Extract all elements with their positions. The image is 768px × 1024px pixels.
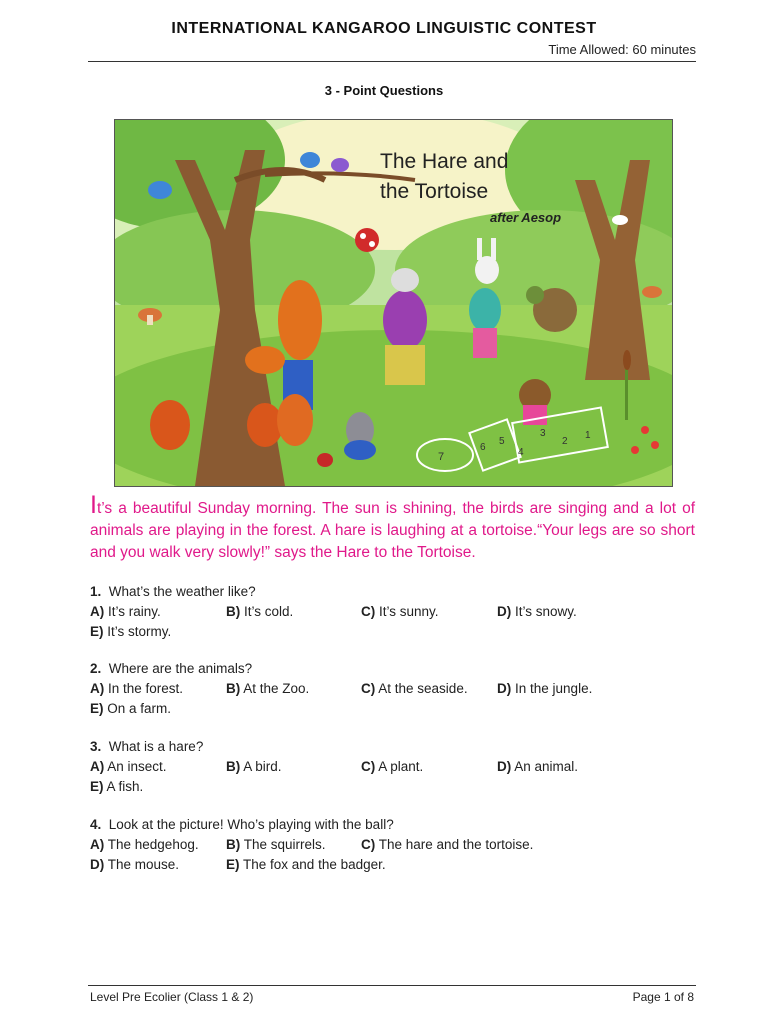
option-b[interactable]: B) The squirrels. xyxy=(226,837,326,852)
option-d[interactable]: D) In the jungle. xyxy=(497,681,593,696)
hopscotch-number-4: 4 xyxy=(518,447,524,458)
option-e[interactable]: E) A fish. xyxy=(90,779,144,794)
story-dropcap: I xyxy=(90,491,97,519)
option-a[interactable]: A) It’s rainy. xyxy=(90,604,161,619)
option-d[interactable]: D) An animal. xyxy=(497,759,579,774)
question-2 xyxy=(90,659,700,719)
option-b[interactable]: B) It’s cold. xyxy=(226,604,294,619)
option-a[interactable]: A) In the forest. xyxy=(90,681,184,696)
illustration-subtitle: after Aesop xyxy=(490,210,562,225)
option-c[interactable]: C) A plant. xyxy=(361,759,424,774)
option-d[interactable]: D) It’s snowy. xyxy=(497,604,577,619)
question-number: 4. xyxy=(90,817,102,832)
hopscotch-number-6: 6 xyxy=(480,442,486,453)
option-a[interactable]: A) The hedgehog. xyxy=(90,837,199,852)
option-b[interactable]: B) A bird. xyxy=(226,759,282,774)
contest-title: INTERNATIONAL KANGAROO LINGUISTIC CONTEST xyxy=(171,20,597,37)
question-text: What is a hare? xyxy=(108,739,204,754)
question-text: What’s the weather like? xyxy=(108,584,256,599)
hopscotch-number-5: 5 xyxy=(499,436,505,447)
question-text: Look at the picture! Who’s playing with the ball? xyxy=(108,817,394,832)
question-4 xyxy=(90,815,700,875)
question-text: Where are the animals? xyxy=(108,661,253,676)
story-paragraph xyxy=(90,491,695,564)
option-c[interactable]: C) At the seaside. xyxy=(361,681,468,696)
story-text: t’s a beautiful Sunday morning. The sun is shining, the birds are singing and a lot of animals are playing in the forest. A hare is laughing at a tortoise.“Your legs are so short and you walk very slowly!” says the Hare to the Tortoise. xyxy=(90,500,695,561)
option-b[interactable]: B) At the Zoo. xyxy=(226,681,310,696)
question-number: 2. xyxy=(90,661,102,676)
hopscotch-number-3: 3 xyxy=(540,428,546,439)
header-divider xyxy=(88,61,696,62)
illustration-title-line1: The Hare and xyxy=(380,150,509,173)
time-allowed: Time Allowed: 60 minutes xyxy=(548,42,696,57)
hopscotch-number-7: 7 xyxy=(438,451,445,463)
question-3 xyxy=(90,737,700,797)
footer-page-number: Page 1 of 8 xyxy=(632,990,694,1004)
option-e[interactable]: E) On a farm. xyxy=(90,701,172,716)
footer-level: Level Pre Ecolier (Class 1 & 2) xyxy=(90,990,254,1004)
option-a[interactable]: A) An insect. xyxy=(90,759,167,774)
option-c[interactable]: C) The hare and the tortoise. xyxy=(361,837,534,852)
question-number: 1. xyxy=(90,584,102,599)
story-illustration xyxy=(114,119,673,487)
section-title: 3 - Point Questions xyxy=(324,83,444,98)
option-e[interactable]: E) It’s stormy. xyxy=(90,624,172,639)
footer-divider xyxy=(88,985,696,986)
option-e[interactable]: E) The fox and the badger. xyxy=(226,857,386,872)
illustration-title-line2: the Tortoise xyxy=(380,180,489,203)
hopscotch-number-1: 1 xyxy=(585,430,591,441)
question-1 xyxy=(90,582,700,642)
option-d[interactable]: D) The mouse. xyxy=(90,857,180,872)
hopscotch-number-2: 2 xyxy=(562,436,568,447)
question-number: 3. xyxy=(90,739,102,754)
option-c[interactable]: C) It’s sunny. xyxy=(361,604,439,619)
